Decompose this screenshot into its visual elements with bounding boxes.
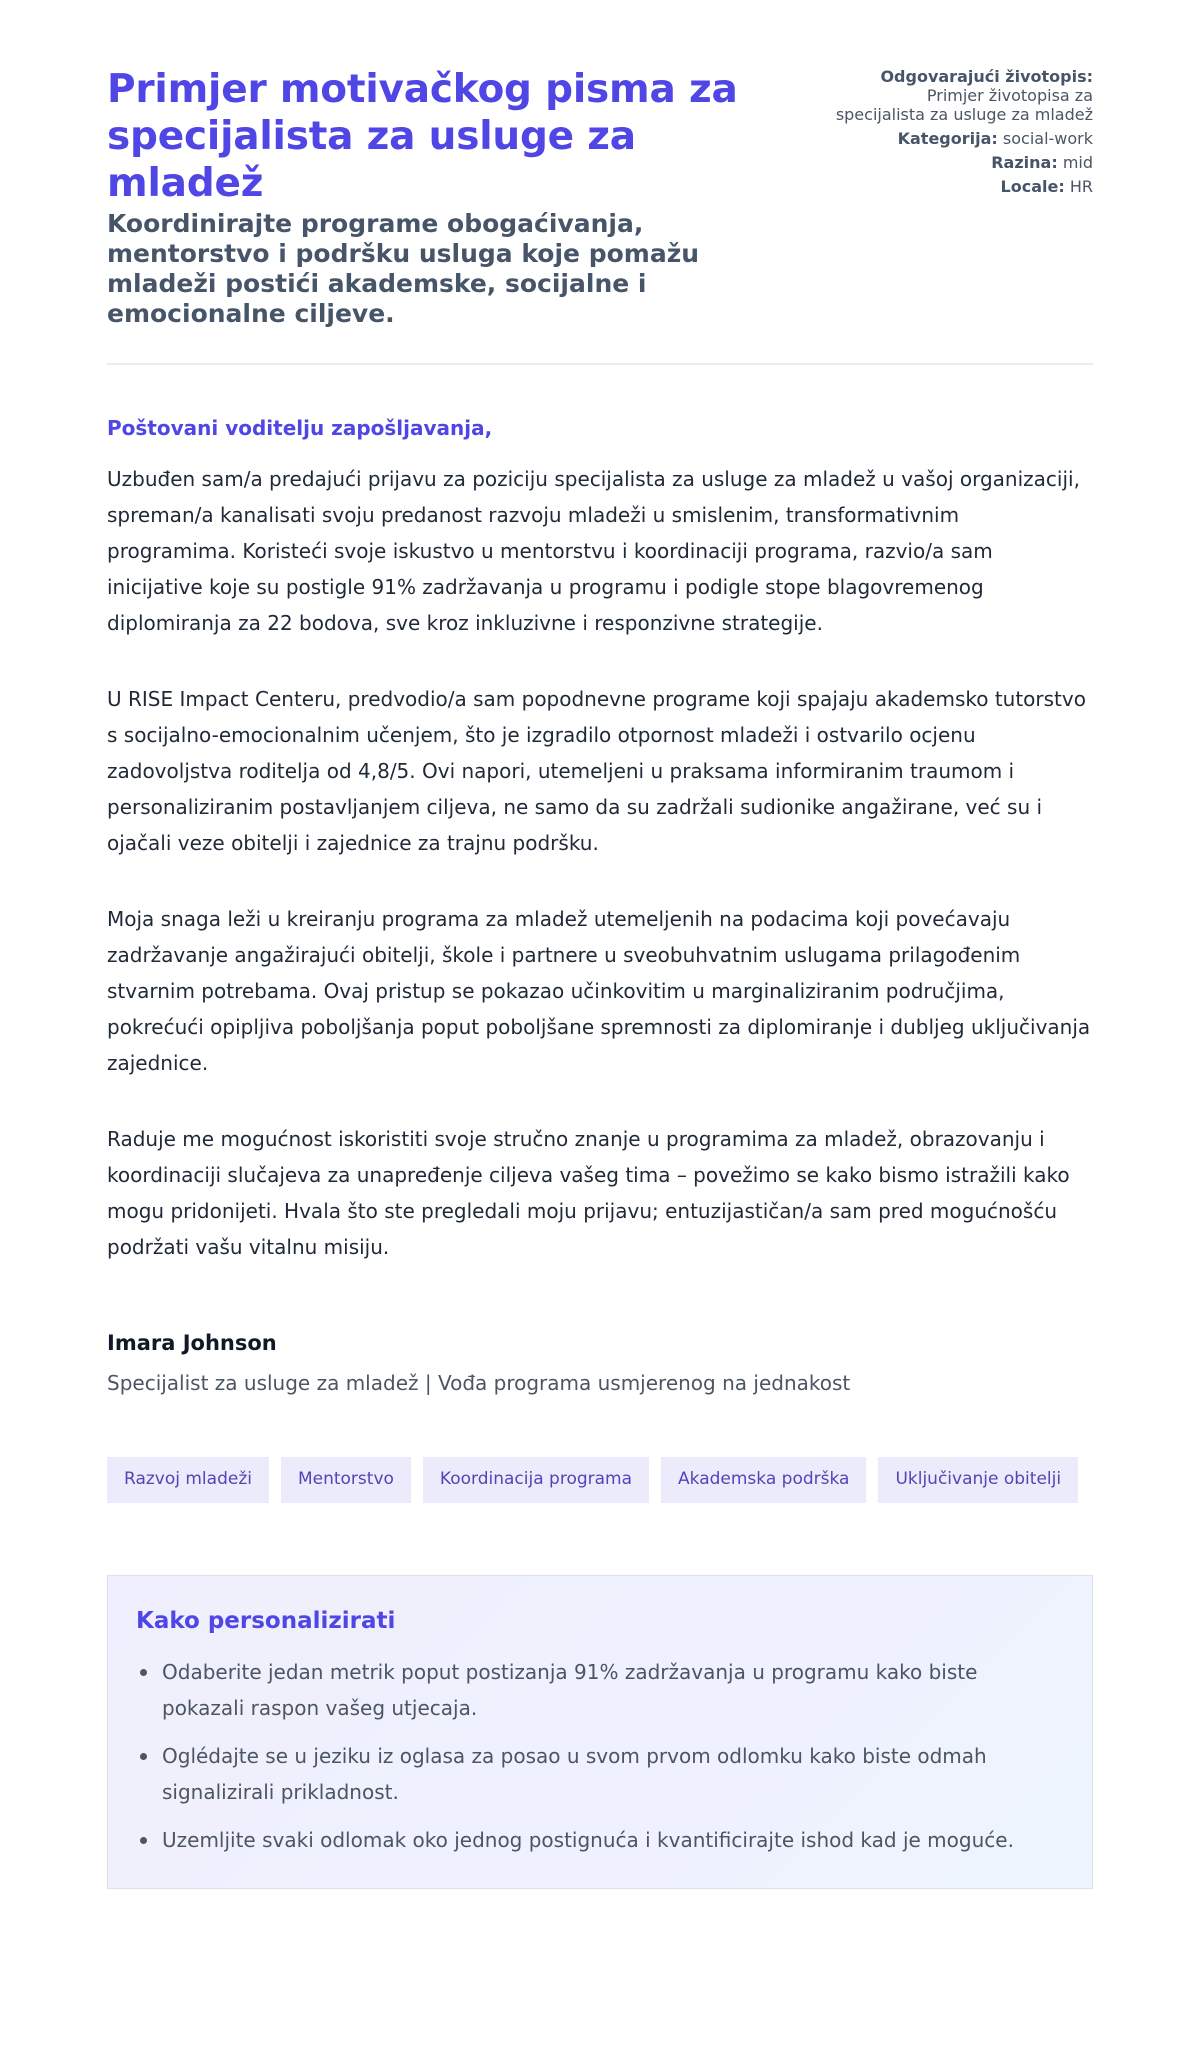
- bullet-icon: [140, 1669, 147, 1676]
- meta-level-value: mid: [1062, 153, 1093, 172]
- tips-title: Kako personalizirati: [136, 1608, 396, 1634]
- meta-level-label: Razina:: [991, 153, 1058, 172]
- meta-panel: [833, 66, 1093, 201]
- skill-tag: Akademska podrška: [661, 1457, 866, 1503]
- meta-level: [833, 153, 1093, 172]
- signature-block: [107, 1329, 1093, 1397]
- letter-paragraph: U RISE Impact Centeru, predvodio/a sam popodnevne programe koji spajaju akademsko tutorstvo s socijalno-emocionalnim učenjem, što je izgradilo otpornost mladeži i ostvarilo ocjenu zadovoljstva roditelja od 4,8/5. Ovi napori, utemeljeni u praksama informiranim traumom i personaliziranim postavljanjem ciljeva, ne samo da su zadržali sudionike angažirane, već su i ojačali veze obitelji i zajednice za trajnu podršku.: [107, 687, 1086, 855]
- skill-tags: [107, 1457, 1093, 1503]
- page-title: Primjer motivačkog pisma za specijalista za usluge za mladež: [107, 67, 738, 206]
- tip-item: [136, 1822, 1064, 1858]
- tip-item: [136, 1738, 1064, 1810]
- letter-greeting: Poštovani voditelju zapošljavanja,: [107, 416, 493, 440]
- cover-letter-page: [107, 0, 1093, 1957]
- letter-paragraph: Raduje me mogućnost iskoristiti svoje stručno znanje u programima za mladež, obrazovanju i koordinaciji slučajeva za unapređenje ciljeva vašeg tima – povežimo se kako bismo istražili kako mogu pridonijeti. Hvala što ste pregledali moju prijavu; entuzijastičan/a sam pred mogućnošću podržati vašu vitalnu misiju.: [107, 1127, 1070, 1259]
- skill-tag: Uključivanje obitelji: [878, 1457, 1078, 1503]
- meta-locale-value: HR: [1069, 177, 1093, 196]
- tip-text: Odaberite jedan metrik poput postizanja 91% zadržavanja u programu kako biste pokazali raspon vašeg utjecaja.: [162, 1660, 978, 1720]
- signature-name: Imara Johnson: [107, 1331, 277, 1355]
- meta-category-label: Kategorija:: [897, 129, 998, 148]
- letter-paragraph: Uzbuđen sam/a predajući prijavu za poziciju specijalista za usluge za mladež u vašoj organizaciji, spreman/a kanalisati svoju predanost razvoju mladeži u smislenim, transformativnim programima. Koristeći svoje iskustvo u mentorstvu i koordinaciji programa, razvio/a sam inicijative koje su postigle 91% zadržavanja u programu i podigle stope blagovremenog diplomiranja za 22 bodova, sve kroz inkluzivne i responzivne strategije.: [107, 467, 1080, 635]
- meta-resume-link[interactable]: Primjer životopisa za specijalista za usluge za mladež: [835, 86, 1093, 124]
- skill-tag: Mentorstvo: [281, 1457, 411, 1503]
- meta-category-value: social-work: [1002, 129, 1093, 148]
- tip-text: Oglédajte se u jeziku iz oglasa za posao u svom prvom odlomku kako biste odmah signalizirali prikladnost.: [162, 1744, 987, 1804]
- meta-matching-resume: [833, 67, 1093, 124]
- page-header: [107, 66, 1093, 329]
- meta-locale: [833, 177, 1093, 196]
- letter-paragraphs: [107, 461, 1093, 1265]
- tips-list: [136, 1654, 1064, 1858]
- header-divider: [107, 363, 1093, 365]
- bullet-icon: [140, 1753, 147, 1760]
- letter-paragraph: Moja snaga leži u kreiranju programa za mladež utemeljenih na podacima koji povećavaju zadržavanje angažirajući obitelji, škole i partnere u sveobuhvatnim uslugama prilagođenim stvarnim potrebama. Ovaj pristup se pokazao učinkovitim u marginaliziranim područjima, pokrećući opipljiva poboljšanja poput poboljšane spremnosti za diplomiranje i dubljeg uključivanja zajednice.: [107, 907, 1091, 1075]
- skill-tag: Koordinacija programa: [423, 1457, 649, 1503]
- tip-item: [136, 1654, 1064, 1726]
- page-subtitle: Koordinirajte programe obogaćivanja, mentorstvo i podršku usluga koje pomažu mladeži postići akademske, socijalne i emocionalne ciljeve.: [107, 209, 700, 328]
- personalization-tips-box: [107, 1575, 1093, 1889]
- meta-locale-label: Locale:: [1000, 177, 1065, 196]
- tip-text: Uzemljite svaki odlomak oko jednog postignuća i kvantificirajte ishod kad je moguće.: [162, 1828, 1014, 1852]
- meta-resume-label: Odgovarajući životopis:: [880, 67, 1093, 86]
- signature-title: Specijalist za usluge za mladež | Vođa programa usmjerenog na jednakost: [107, 1371, 851, 1395]
- skill-tag: Razvoj mladeži: [107, 1457, 269, 1503]
- letter-body: [107, 415, 1093, 1265]
- header-titles: [107, 66, 767, 329]
- meta-category: [833, 129, 1093, 148]
- bullet-icon: [140, 1837, 147, 1844]
